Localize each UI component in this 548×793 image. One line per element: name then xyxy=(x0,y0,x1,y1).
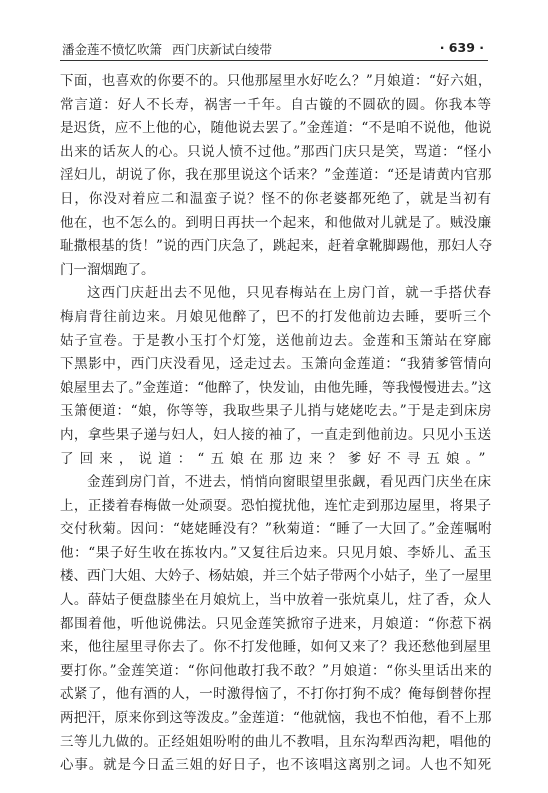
text-line: 金莲到房门首，不进去，悄悄向窗眼望里张觑，看见西门庆坐在床 xyxy=(87,474,492,491)
text-line: 这西门庆赶出去不见他，只见春梅站在上房门首，就一手搭伏春 xyxy=(87,285,492,302)
text-line: 来，他往屋里寻你去了。你不打发他睡，如何又来了？我还愁他到屋里 xyxy=(60,639,492,656)
text-line: 姑子宣卷。于是教小玉打个灯笼，送他前边去。金莲和玉箫站在穿廊 xyxy=(60,332,492,349)
text-line: 耻撒根基的货！”说的西门庆急了，跳起来，赶着拿靴脚踢他，那妇人夺 xyxy=(60,238,492,255)
text-line: 都围着他，听他说佛法。只见金莲笑掀帘子进来，月娘道：“你惹下祸 xyxy=(60,615,492,632)
text-line: 他：“果子好生收在拣妆内。”又复往后边来。只见月娘、李娇儿、孟玉 xyxy=(60,544,492,561)
text-line: 心事。就是今日孟三姐的好日子，也不该唱这离别之词。人也不知死 xyxy=(60,757,492,774)
text-line: 出来的话灰人的心。只说人愤不过他。”那西门庆只是笑，骂道：“怪小 xyxy=(60,143,492,160)
running-header xyxy=(60,38,488,58)
text-line: 下面，也喜欢的你要不的。只他那屋里水好吃么？”月娘道：“好六姐， xyxy=(60,73,492,89)
text-line: 三等儿九做的。正经姐姐吩咐的曲儿不教唱，且东沟犁西沟耙，唱他的 xyxy=(60,733,492,750)
text-line: 淫妇儿，胡说了你，我在那里说这个话来？”金莲道：“还是请黄内官那 xyxy=(60,167,492,184)
text-line: 玉箫便道：“娘，你等等，我取些果子儿捎与姥姥吃去。”于是走到床房 xyxy=(60,403,492,420)
text-line: 下黑影中，西门庆没看见，迳走过去。玉箫向金莲道：“我猜爹管情向 xyxy=(60,356,492,373)
text-line: 娘屋里去了。”金莲道：“他醉了，快发讪，由他先睡，等我慢慢进去。”这 xyxy=(60,379,492,396)
page-number: · 639 · xyxy=(439,40,484,55)
text-line: 日，你没对着应二和温蛮子说？怪不的你老婆都死绝了，就是当初有 xyxy=(60,190,492,207)
text-line: 常言道：好人不长寿，祸害一千年。自古镟的不圆砍的圆。你我本等 xyxy=(60,96,492,113)
body-text xyxy=(60,70,492,778)
text-line: 了回来，说道：“五娘在那边来？爹好不寻五娘。” xyxy=(60,450,492,467)
text-line: 要打你。”金莲笑道：“你问他敢打我不敢？”月娘道：“你头里话出来的 xyxy=(60,662,492,679)
header-rule xyxy=(60,60,488,61)
text-line: 楼、西门大姐、大妗子、杨姑娘，并三个姑子带两个小姑子，坐了一屋里 xyxy=(60,568,492,585)
text-line: 内，拿些果子递与妇人，妇人接的袖了，一直走到他前边。只见小玉送 xyxy=(60,426,492,443)
running-chapter-title: 西门庆新试白绫带 xyxy=(172,42,273,57)
text-line: 交付秋菊。因问：“姥姥睡没有？”秋菊道：“睡了一大回了。”金莲嘱咐 xyxy=(60,521,492,538)
text-line: 是迟货，应不上他的心，随他说去罢了。”金莲道：“不是咱不说他，他说 xyxy=(60,120,492,137)
text-line: 上，正搂着春梅做一处顽耍。恐怕搅扰他，连忙走到那边屋里，将果子 xyxy=(60,497,492,514)
text-line: 梅肩背往前边来。月娘见他醉了，巴不的打发他前边去睡，要听三个 xyxy=(60,308,492,325)
text-line: 两把汗，原来你到这等泼皮。”金莲道：“他就恼，我也不怕他，看不上那 xyxy=(60,710,492,727)
running-book-title: 潘金莲不愤忆吹箫 xyxy=(62,42,163,57)
text-line: 忒紧了，他有酒的人，一时激得恼了，不打你打狗不成？俺每倒替你捏 xyxy=(60,686,492,703)
text-line: 人。薛姑子便盘膝坐在月娘炕上，当中放着一张炕桌儿，炷了香，众人 xyxy=(60,592,492,609)
text-line: 他在，也不怎么的。到明日再扶一个起来，和他做对儿就是了。贼没廉 xyxy=(60,214,492,231)
text-line: 门一溜烟跑了。 xyxy=(60,261,155,278)
